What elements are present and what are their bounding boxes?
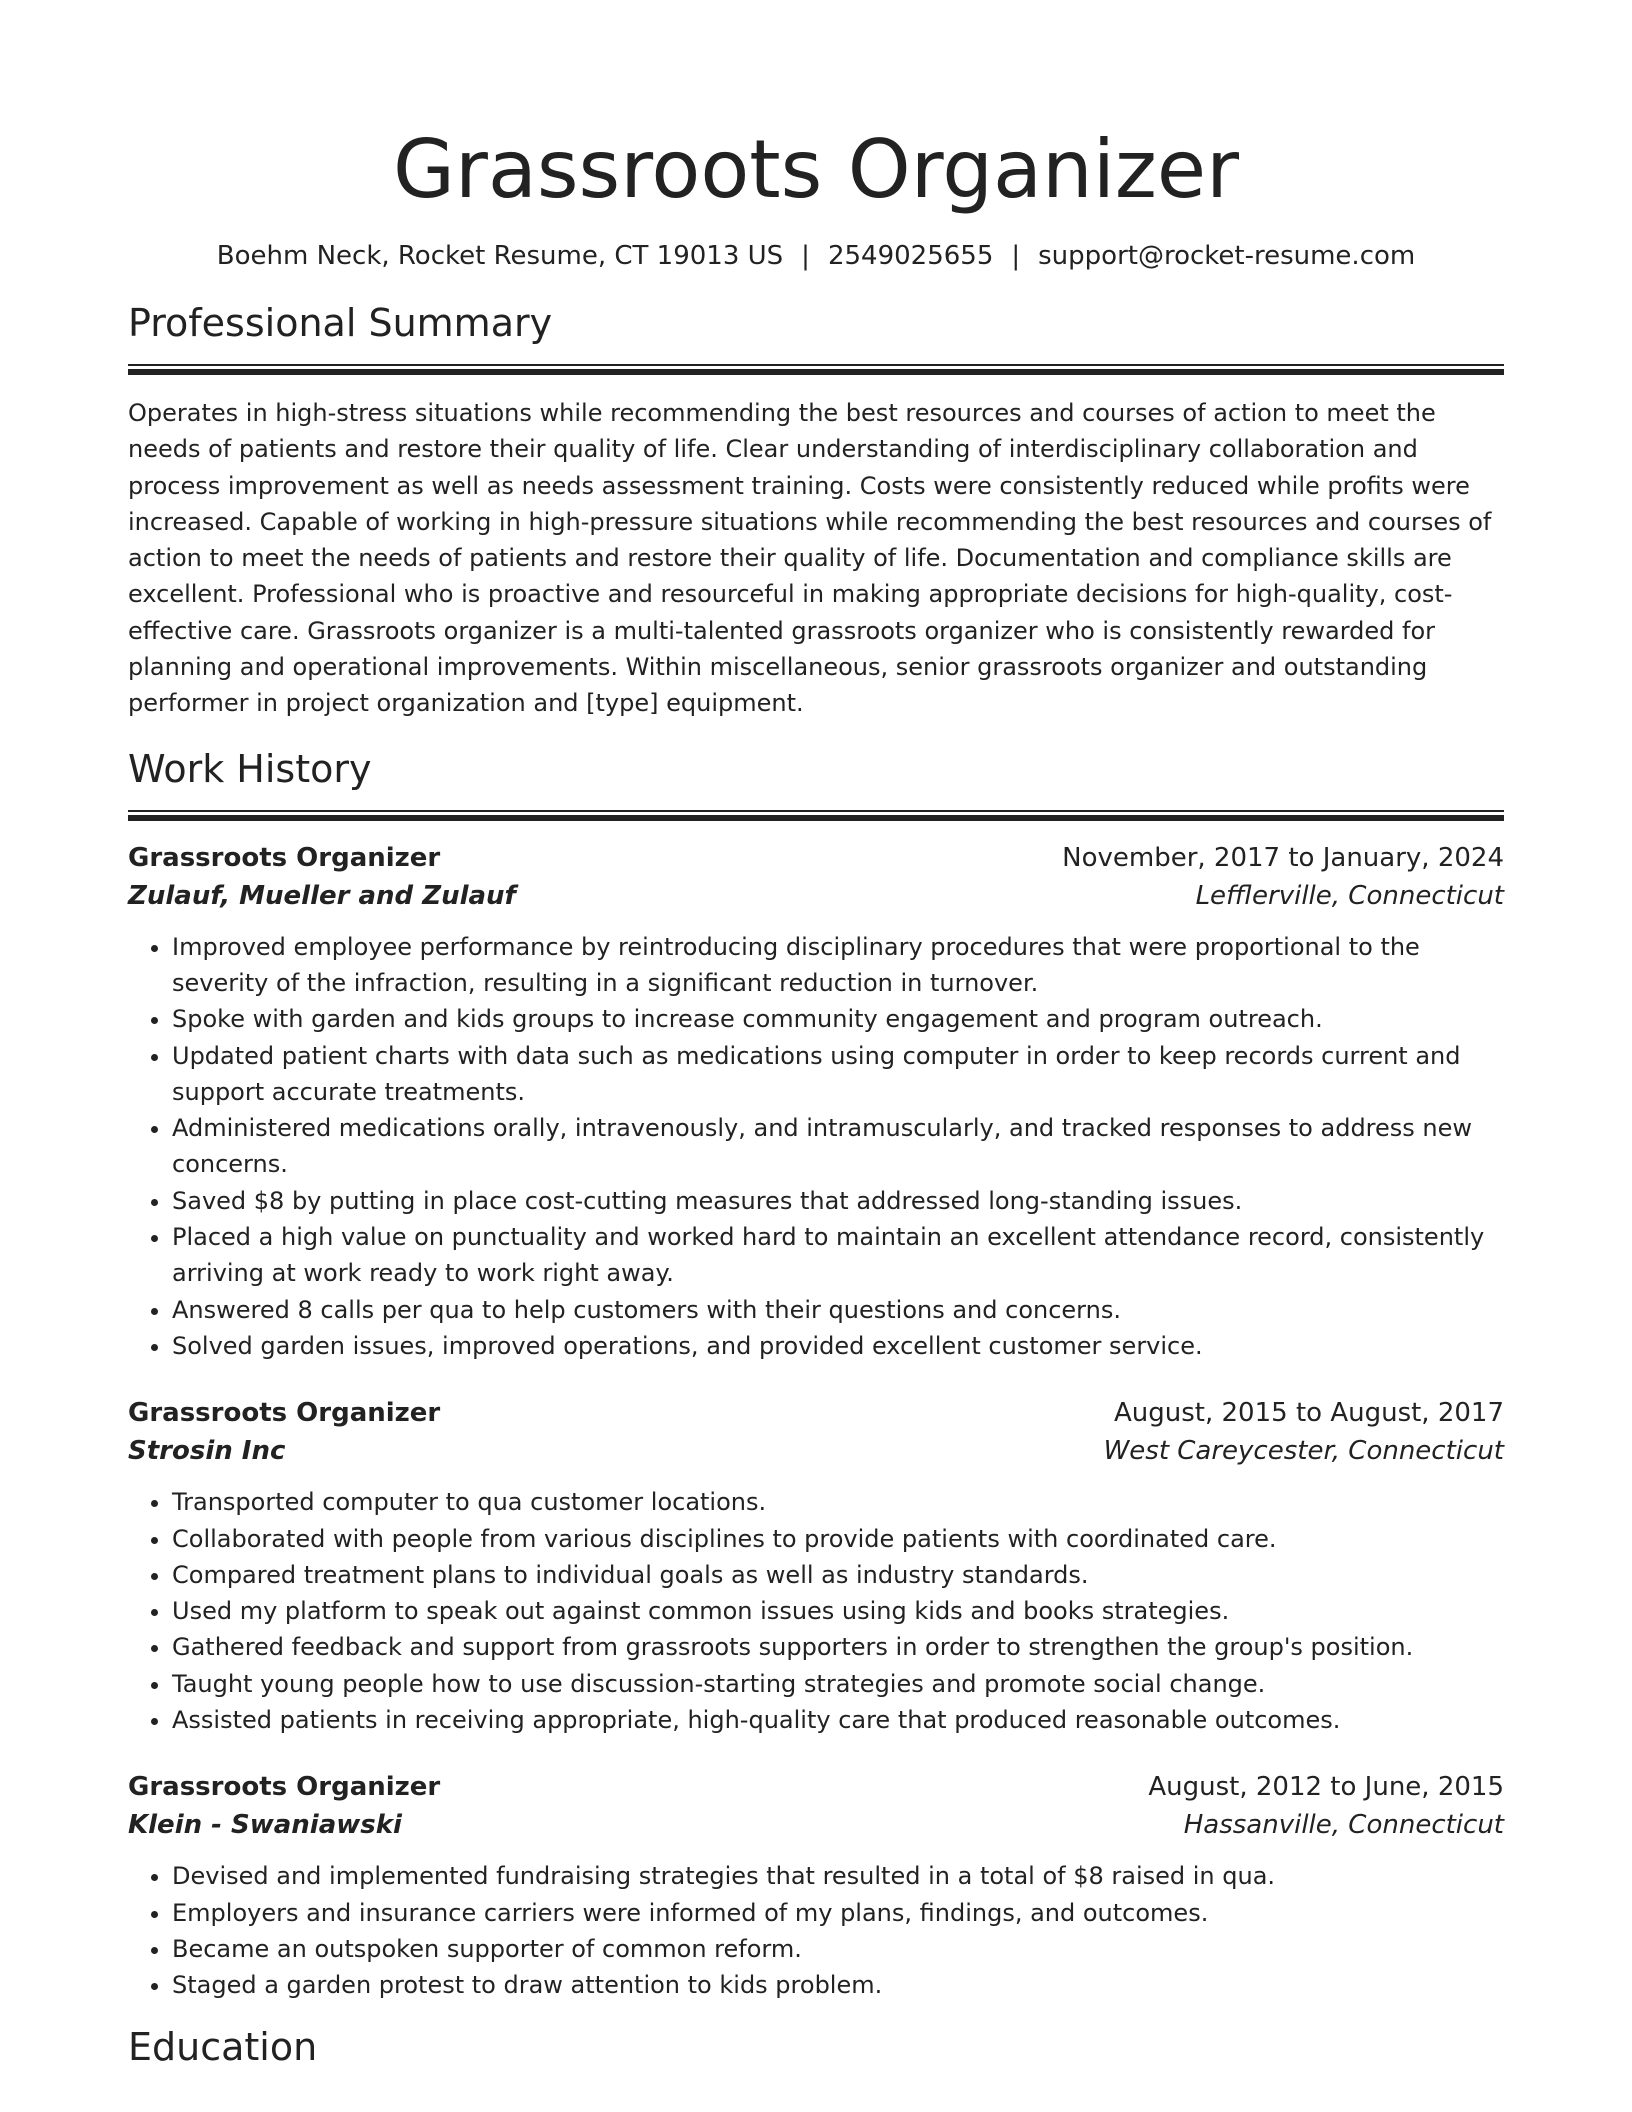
- contact-phone: 2549025655: [827, 241, 994, 271]
- list-item: • Taught young people how to use discussion-starting strategies and promote social change.: [172, 1666, 1504, 1702]
- list-item: • Devised and implemented fundraising strategies that resulted in a total of $8 raised in qua.: [172, 1858, 1504, 1894]
- job-title: Grassroots Organizer: [128, 1398, 441, 1429]
- job-dates: August, 2012 to June, 2015: [1148, 1772, 1504, 1803]
- job-employer: Strosin Inc: [128, 1436, 286, 1467]
- job-header-row: [128, 1768, 1504, 1806]
- job-employer-row: [128, 1432, 1504, 1470]
- list-item: • Compared treatment plans to individual goals as well as industry standards.: [172, 1557, 1504, 1593]
- job-entry: [128, 1394, 1504, 1738]
- job-employer: Klein - Swaniawski: [128, 1810, 402, 1841]
- contact-separator: |: [1011, 241, 1021, 271]
- list-item: • Transported computer to qua customer locations.: [172, 1484, 1504, 1520]
- contact-separator: |: [801, 241, 810, 271]
- list-item: • Collaborated with people from various disciplines to provide patients with coordinated care.: [172, 1521, 1504, 1557]
- job-header-row: [128, 1394, 1504, 1432]
- list-item: • Became an outspoken supporter of common reform.: [172, 1931, 1504, 1967]
- job-entry: [128, 839, 1504, 1365]
- list-item: • Spoke with garden and kids groups to increase community engagement and program outreach.: [172, 1001, 1504, 1037]
- job-bullet-list: [128, 929, 1504, 1365]
- work-history-section: [128, 744, 1504, 2004]
- resume-name: Grassroots Organizer: [392, 123, 1240, 216]
- list-item: • Administered medications orally, intravenously, and intramuscularly, and tracked responses to address new concerns.: [172, 1110, 1504, 1183]
- section-title-summary: Professional Summary: [128, 301, 553, 345]
- section-title-work-history: Work History: [128, 746, 372, 791]
- job-title: Grassroots Organizer: [128, 842, 441, 873]
- job-bullet-list: [128, 1484, 1504, 1738]
- list-item: • Used my platform to speak out against common issues using kids and books strategies.: [172, 1593, 1504, 1629]
- job-title: Grassroots Organizer: [128, 1772, 441, 1803]
- list-item: • Staged a garden protest to draw attention to kids problem.: [172, 1967, 1504, 2003]
- list-item: • Placed a high value on punctuality and worked hard to maintain an excellent attendance record, consistently arriving at work ready to work right away.: [172, 1219, 1504, 1292]
- job-bullet-list: [128, 1858, 1504, 2003]
- job-dates: August, 2015 to August, 2017: [1114, 1398, 1504, 1429]
- professional-summary-section: [128, 298, 1504, 722]
- job-header-row: [128, 839, 1504, 877]
- job-entry: [128, 1768, 1504, 2003]
- list-item: • Gathered feedback and support from grassroots supporters in order to strengthen the group's position.: [172, 1629, 1504, 1665]
- list-item: • Answered 8 calls per qua to help customers with their questions and concerns.: [172, 1292, 1504, 1328]
- list-item: • Saved $8 by putting in place cost-cutting measures that addressed long-standing issues.: [172, 1183, 1504, 1219]
- job-employer: Zulauf, Mueller and Zulauf: [128, 880, 516, 911]
- job-employer-row: [128, 1806, 1504, 1844]
- education-section: [128, 2022, 1504, 2072]
- contact-address: Boehm Neck, Rocket Resume, CT 19013 US: [216, 241, 784, 271]
- list-item: • Solved garden issues, improved operations, and provided excellent customer service.: [172, 1328, 1504, 1364]
- section-divider: [128, 810, 1504, 821]
- list-item: • Improved employee performance by reintroducing disciplinary procedures that were proportional to the severity of the infraction, resulting in a significant reduction in turnover.: [172, 929, 1504, 1002]
- list-item: • Employers and insurance carriers were informed of my plans, findings, and outcomes.: [172, 1895, 1504, 1931]
- list-item: • Assisted patients in receiving appropriate, high-quality care that produced reasonable outcomes.: [172, 1702, 1504, 1738]
- job-location: Lefflerville, Connecticut: [1195, 880, 1504, 911]
- job-location: Hassanville, Connecticut: [1183, 1810, 1504, 1841]
- job-location: West Careycester, Connecticut: [1103, 1436, 1504, 1467]
- summary-text: Operates in high-stress situations while recommending the best resources and courses of action to meet the needs of patients and restore their quality of life. Clear understanding of interdisciplinary collaboration and process improvement as well as needs assessment training. Costs were consistently reduced while profits were increased. Capable of working in high-pressure situations while recommending the best resources and courses of action to meet the needs of patients and restore their quality of life. Documentation and compliance skills are excellent. Professional who is proactive and resourceful in making appropriate decisions for high-quality, cost-effective care. Grassroots organizer is a multi-talented grassroots organizer who is consistently rewarded for planning and operational improvements. Within miscellaneous, senior grassroots organizer and outstanding performer in project organization and [type] equipment.: [128, 399, 1492, 718]
- job-dates: November, 2017 to January, 2024: [1062, 842, 1504, 873]
- list-item: • Updated patient charts with data such as medications using computer in order to keep records current and support accurate treatments.: [172, 1038, 1504, 1111]
- job-employer-row: [128, 877, 1504, 915]
- contact-line: [128, 238, 1504, 274]
- contact-email: support@rocket-resume.com: [1038, 241, 1416, 271]
- section-title-education: Education: [128, 2024, 318, 2069]
- section-divider: [128, 364, 1504, 375]
